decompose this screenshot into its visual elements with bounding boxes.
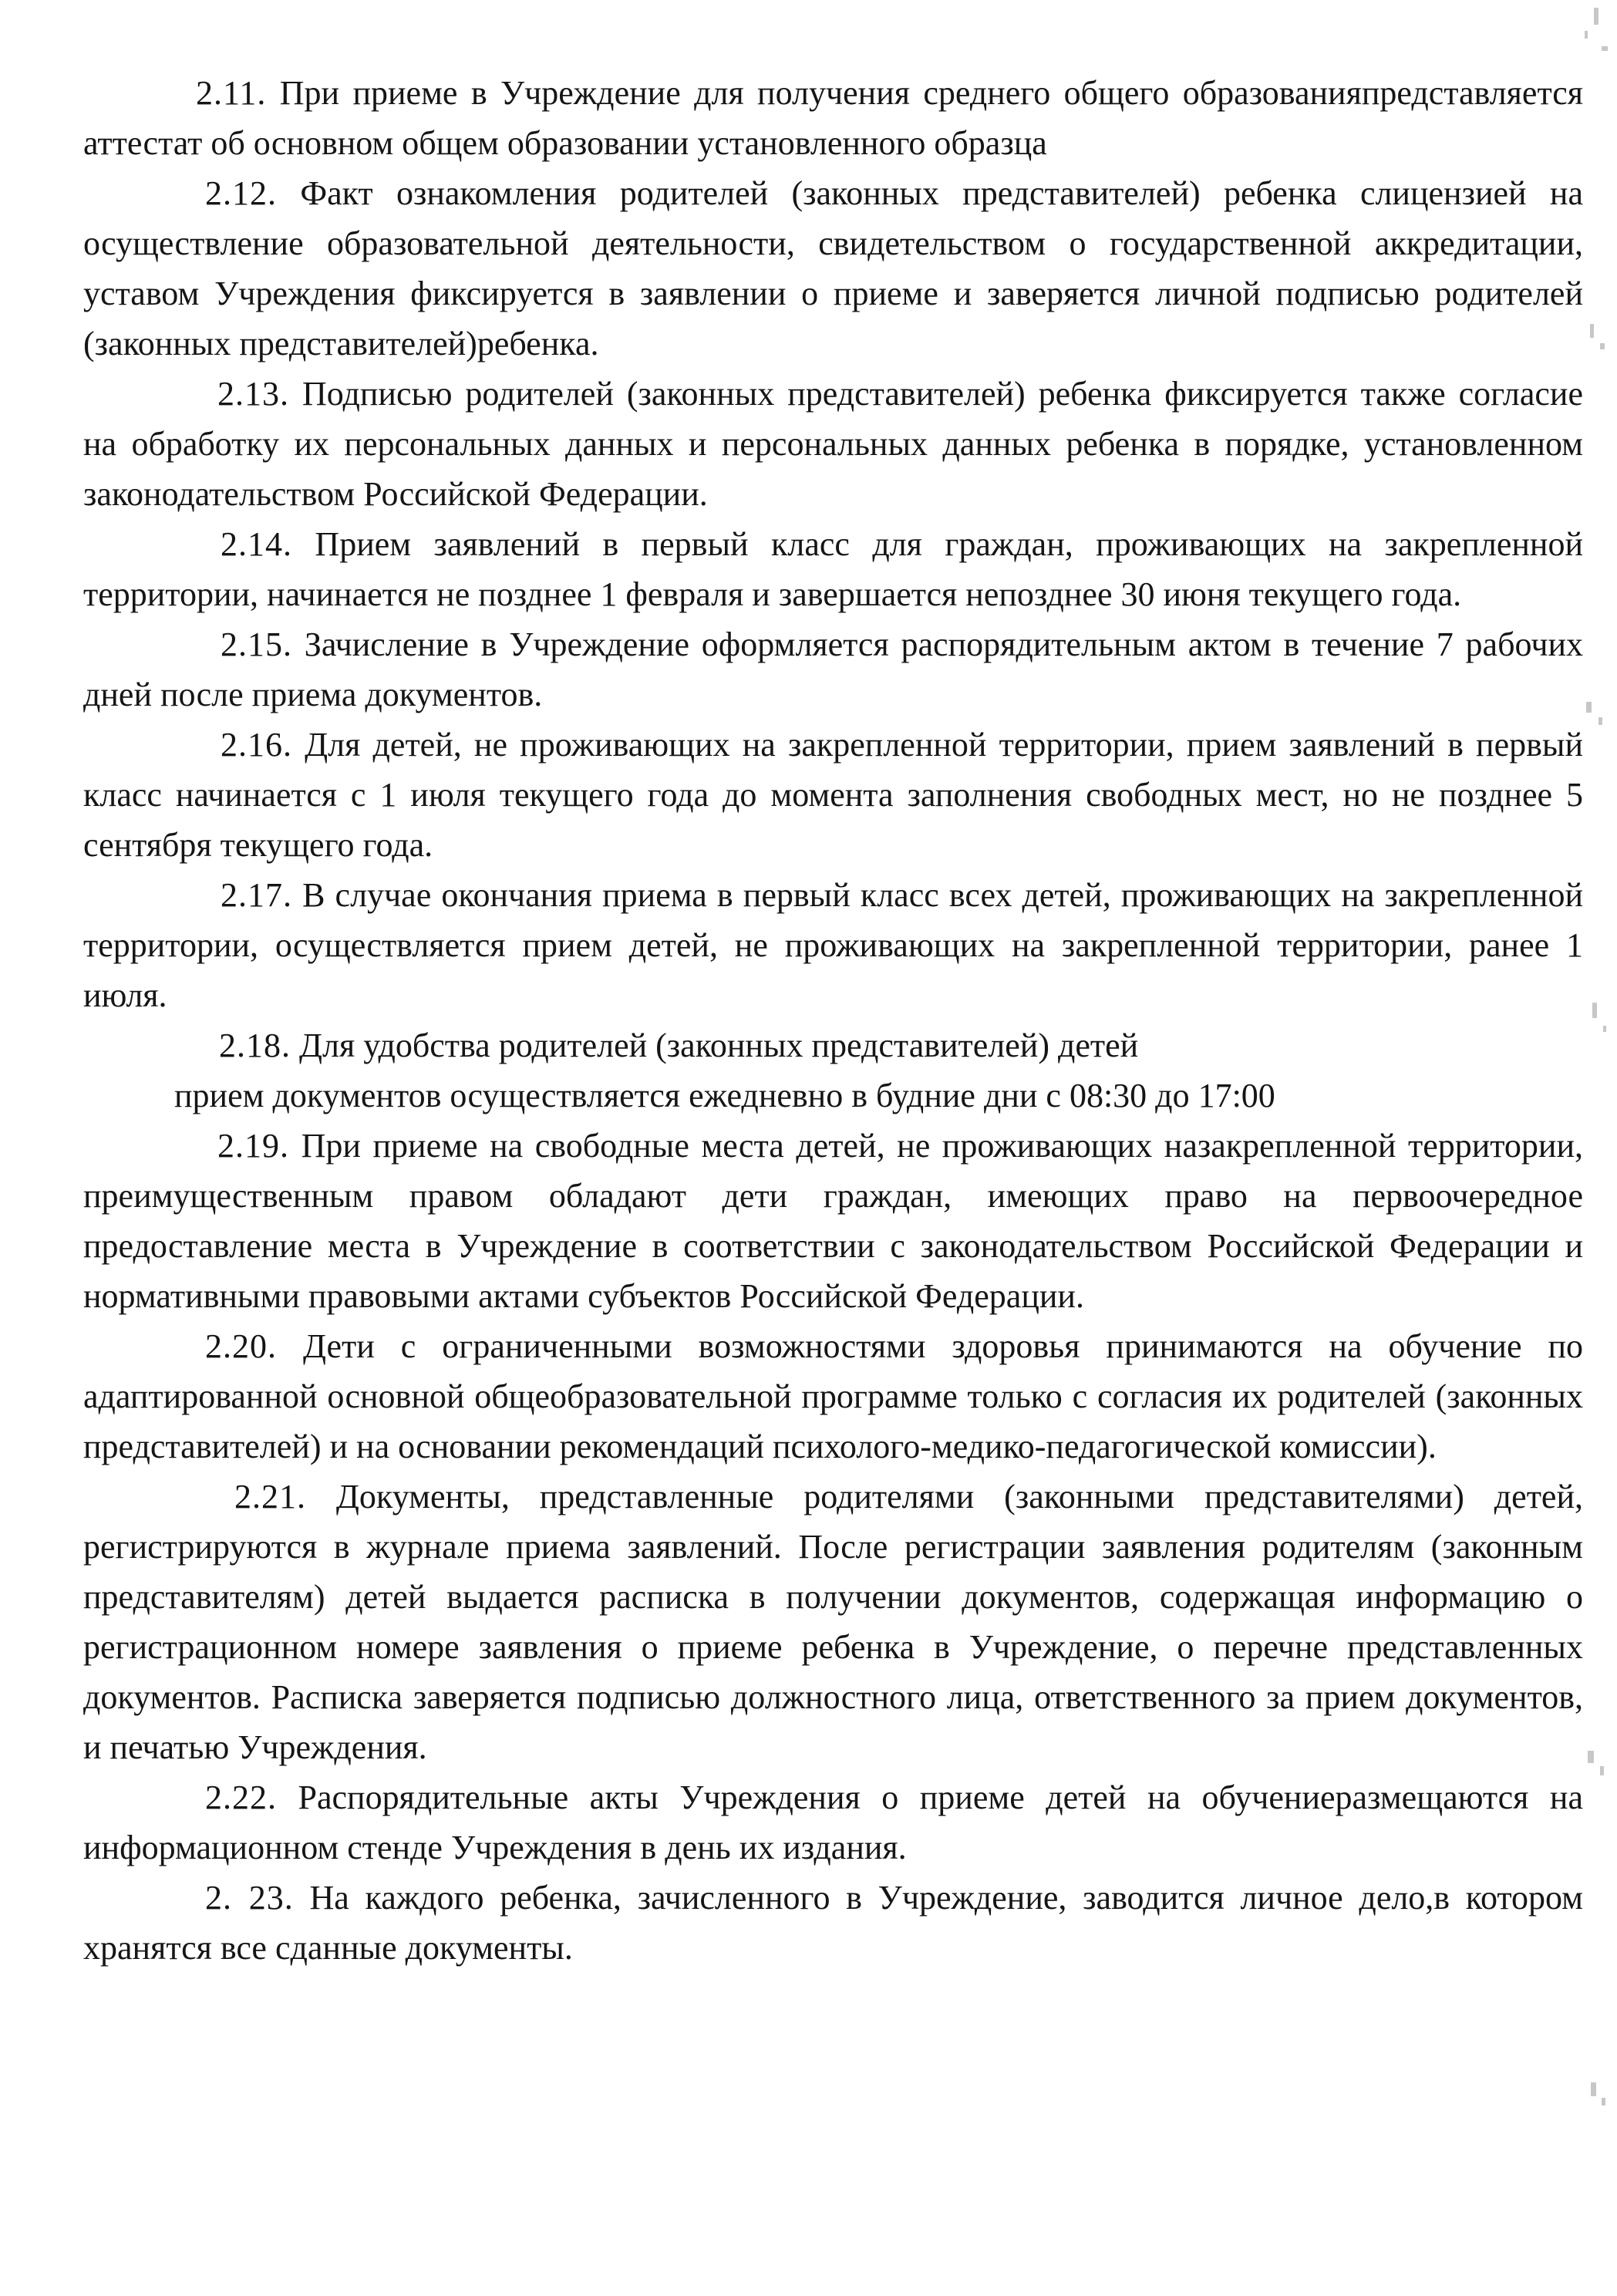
paragraph-number: 2. 23. <box>205 1879 294 1917</box>
paragraph-number: 2.20. <box>205 1327 277 1365</box>
paragraph-2-22 <box>83 1772 1583 1873</box>
paragraph-text: Для удобства родителей (законных представителей) детей <box>299 1027 1139 1064</box>
paragraph-number: 2.17. <box>221 876 292 914</box>
paragraph-text: Дети с ограниченными возможностями здоровья принимаются на обучение по адаптированной основной общеобразовательной программе только с согласия их родителей (законных представителей) и на основании рекомендаций психолого-медико-педагогической комиссии). <box>83 1327 1584 1465</box>
paragraph-number: 2.22. <box>205 1778 277 1816</box>
paragraph-number: 2.19. <box>217 1127 289 1165</box>
paragraph-2-12 <box>83 168 1583 369</box>
paragraph-text: прием документов осуществляется ежедневно в будние дни с 08:30 до 17:00 <box>174 1077 1275 1114</box>
paragraph-text: В случае окончания приема в первый класс всех детей, проживающих на закрепленной территории, осуществляется прием детей, не проживающих на закрепленной территории, ранее 1 июля. <box>83 876 1584 1014</box>
paragraph-text: При приеме в Учреждение для получения среднего общего образованияпредставляется аттестат об основном общем образовании установленного образца <box>83 74 1583 162</box>
paragraph-text: Прием заявлений в первый класс для граждан, проживающих на закрепленной территории, начинается не позднее 1 февраля и завершается непозднее 30 июня текущего года. <box>83 525 1583 613</box>
paragraph-text: Распорядительные акты Учреждения о приеме детей на обучениеразмещаются на информационном стенде Учреждения в день их издания. <box>83 1778 1583 1866</box>
paragraph-number: 2.16. <box>221 726 292 764</box>
paragraph-number: 2.15. <box>221 625 292 663</box>
paragraph-text: На каждого ребенка, зачисленного в Учреждение, заводится личное дело,в котором хранятся все сданные документы. <box>83 1879 1584 1967</box>
paragraph-2-21 <box>83 1472 1583 1772</box>
paragraph-2-16 <box>83 720 1583 870</box>
paragraph-text: Зачисление в Учреждение оформляется распорядительным актом в течение 7 рабочих дней после приема документов. <box>83 625 1584 713</box>
paragraph-2-23 <box>83 1873 1583 1973</box>
paragraph-2-15 <box>83 619 1583 720</box>
paragraph-text: При приеме на свободные места детей, не проживающих назакрепленной территории, преимущественным правом обладают дети граждан, имеющих право на первоочередное предоставление места в Учреждение в соответствии с законодательством Российской Федерации и нормативными правовыми актами субъектов Российской Федерации. <box>83 1127 1584 1315</box>
paragraph-2-14 <box>83 519 1583 619</box>
paragraph-number: 2.11. <box>196 74 267 112</box>
paragraph-text: Документы, представленные родителями (законными представителями) детей, регистрируются в журнале приема заявлений. После регистрации заявления родителям (законным представителям) детей выдается расписка в получении документов, содержащая информацию о регистрационном номере заявления о приеме ребенка в Учреждение, о перечне представленных документов. Расписка заверяется подписью должностного лица, ответственного за прием документов, и печатью Учреждения. <box>83 1478 1583 1766</box>
paragraph-text: Факт ознакомления родителей (законных представителей) ребенка слицензией на осуществление образовательной деятельности, свидетельством о государственной аккредитации, уставом Учреждения фиксируется в заявлении о приеме и заверяется личной подписью родителей (законных представителей)ребенка. <box>83 174 1584 362</box>
paragraph-2-18-continued <box>83 1070 1583 1121</box>
paragraph-2-11 <box>83 68 1583 168</box>
paragraph-number: 2.21. <box>234 1478 306 1515</box>
paragraph-number: 2.14. <box>221 525 292 563</box>
paragraph-text: Подписью родителей (законных представителей) ребенка фиксируется также согласие на обработку их персональных данных и персональных данных ребенка в порядке, установленном законодательством Российской Федерации. <box>83 375 1584 513</box>
paragraph-number: 2.18. <box>219 1027 291 1064</box>
document-body <box>83 68 1583 1973</box>
paragraph-2-19 <box>83 1121 1583 1321</box>
paragraph-2-13 <box>83 369 1583 519</box>
paragraph-number: 2.12. <box>205 174 277 212</box>
paragraph-2-18 <box>83 1020 1583 1070</box>
paragraph-2-17 <box>83 870 1583 1020</box>
paragraph-number: 2.13. <box>217 375 289 413</box>
paragraph-2-20 <box>83 1321 1583 1472</box>
paragraph-text: Для детей, не проживающих на закрепленной территории, прием заявлений в первый класс начинается с 1 июля текущего года до момента заполнения свободных мест, но не позднее 5 сентября текущего года. <box>83 726 1584 864</box>
